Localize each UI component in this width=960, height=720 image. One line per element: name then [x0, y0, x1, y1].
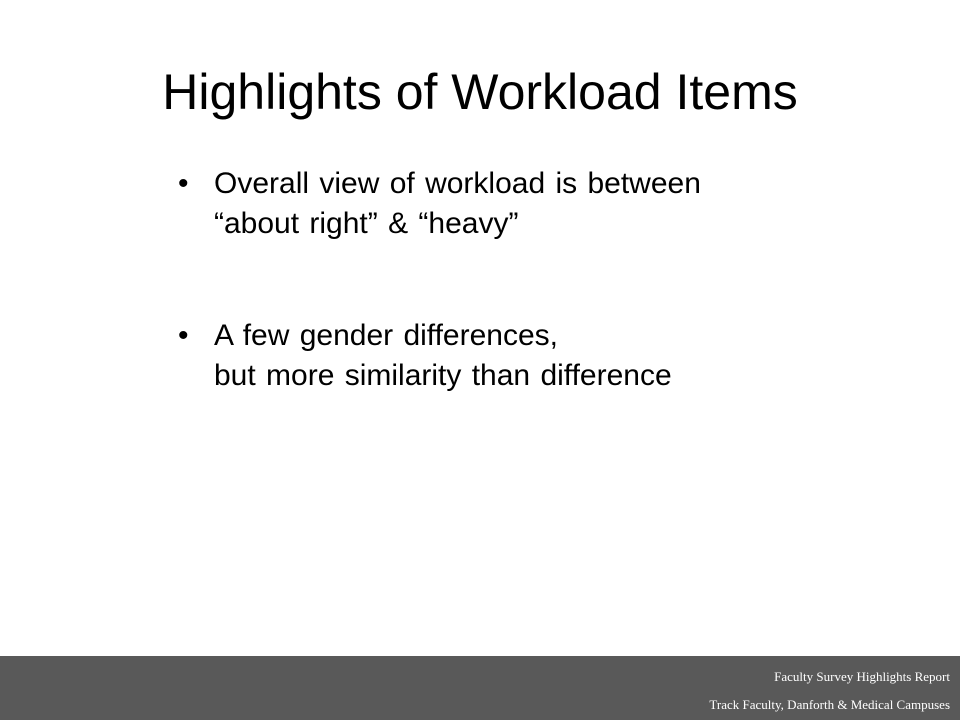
bullet-item-gender-differences	[178, 316, 878, 396]
slide-title: Highlights of Workload Items	[162, 64, 798, 120]
bullet-text-line: “about right” & “heavy”	[214, 207, 519, 240]
footer-bar	[0, 656, 960, 720]
footer-report-title: Faculty Survey Highlights Report	[774, 669, 950, 684]
bullet-marker: •	[178, 319, 189, 352]
bullet-text-line: Overall view of workload is between	[214, 167, 701, 200]
bullet-list	[178, 164, 878, 396]
footer-subtitle: Track Faculty, Danforth & Medical Campuses	[709, 697, 950, 712]
bullet-marker: •	[178, 167, 189, 200]
bullet-text-line: but more similarity than difference	[214, 359, 672, 392]
bullet-item-workload-view	[178, 164, 878, 244]
bullet-text-line: A few gender differences,	[214, 319, 558, 352]
